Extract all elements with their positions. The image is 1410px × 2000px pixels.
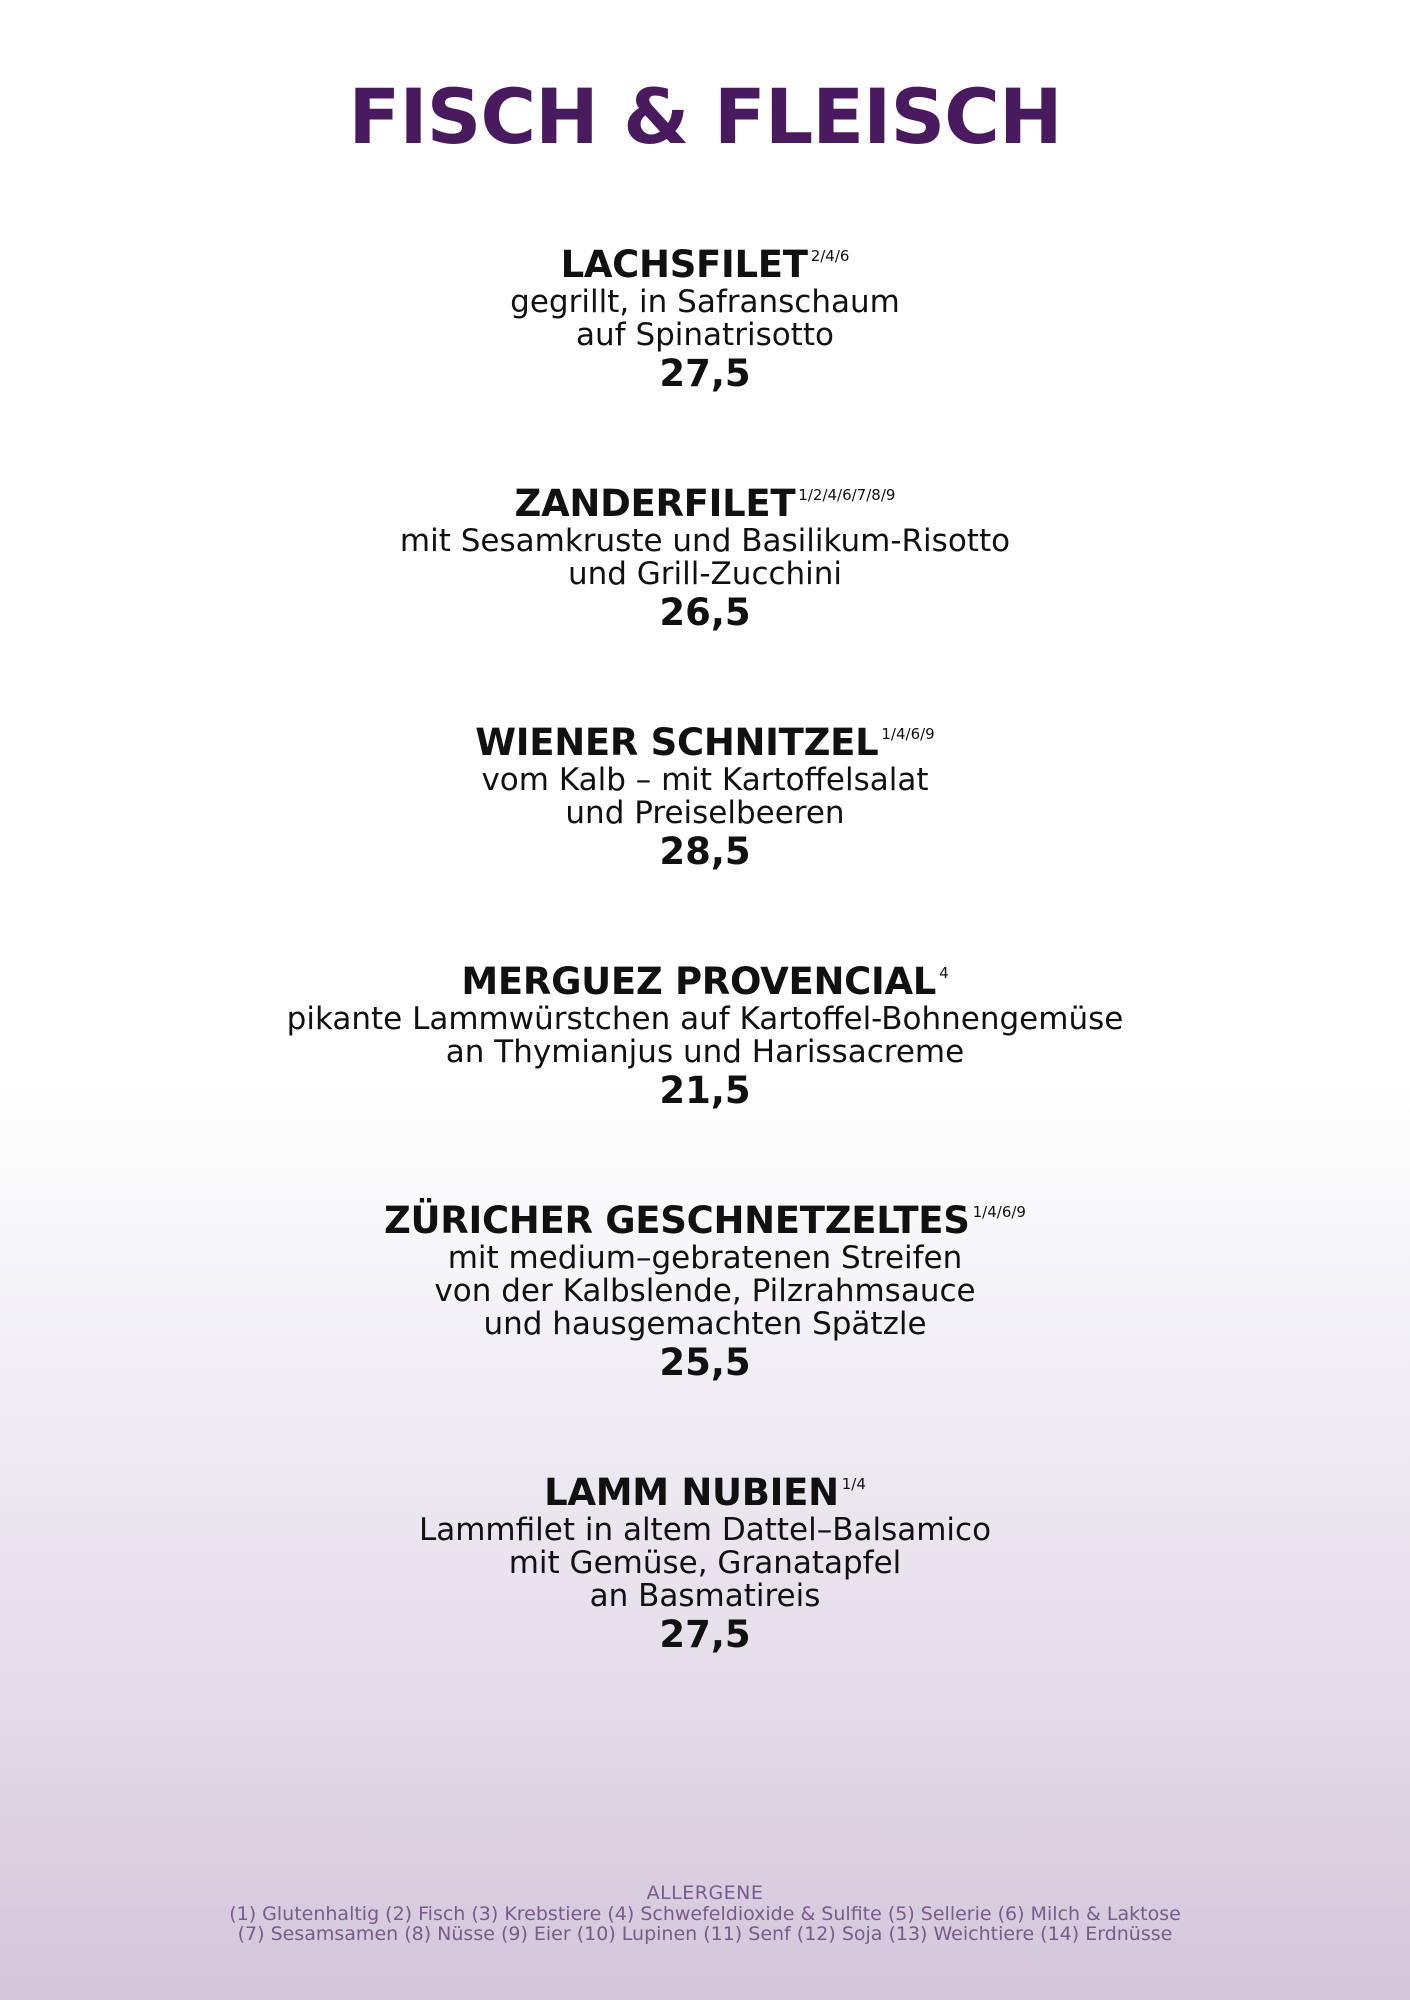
dish-description: gegrillt, in Safranschaum auf Spinatrisotto [510,284,900,353]
allergen-legend-line: (7) Sesamsamen (8) Nüsse (9) Eier (10) Lupinen (11) Senf (12) Soja (13) Weichtiere (14) Erdnüsse [237,1923,1173,1945]
menu-item-lachsfilet [0,235,1410,396]
dish-price: 28,5 [659,830,751,873]
allergen-codes: 1/4/6/9 [881,725,935,743]
dish-name: LAMM NUBIEN $^{1/4}$ [544,1471,866,1514]
allergen-legend [0,1882,1410,1944]
allergen-codes: 1/4/6/9 [972,1203,1026,1221]
allergen-codes: 1/4 [841,1475,866,1493]
dish-name: ZANDERFILET $^{1/2/4/6/7/8/9}$ [514,482,896,525]
dish-price: 21,5 [659,1069,751,1112]
dish-name: WIENER SCHNITZEL $^{1/4/6/9}$ [475,721,935,764]
dish-description: mit medium–gebratenen Streifen von der Kalbslende, Pilzrahmsauce und hausgemachten Spätzle [434,1240,976,1342]
menu-item-zanderfilet [0,474,1410,635]
allergen-codes: 1/2/4/6/7/8/9 [798,486,896,504]
dish-name: MERGUEZ PROVENCIAL $^4$ [461,960,949,1003]
allergen-legend-line: (1) Glutenhaltig (2) Fisch (3) Krebstiere (4) Schwefeldioxide & Sulfite (5) Sellerie (6) Milch & Laktose [229,1903,1181,1925]
page-title: FISCH & FLEISCH [348,72,1062,161]
dish-price: 27,5 [659,1613,751,1656]
dish-name: LACHSFILET $^{2/4/6}$ [560,243,850,286]
dish-description: Lammfilet in altem Dattel–Balsamico mit Gemüse, Granatapfel an Basmatireis [418,1512,992,1614]
dish-price: 25,5 [659,1341,751,1384]
dish-name: ZÜRICHER GESCHNETZELTES $^{1/4/6/9}$ [384,1199,1026,1242]
dish-description: pikante Lammwürstchen auf Kartoffel-Bohnengemüse an Thymianjus und Harissacreme [286,1001,1124,1070]
allergen-legend-title: ALLERGENE [646,1882,764,1904]
dish-description: vom Kalb – mit Kartoffelsalat und Preiselbeeren [481,762,929,831]
dish-price: 27,5 [659,352,751,395]
allergen-codes: 2/4/6 [810,247,850,265]
menu-item-merguez-provencial [0,952,1410,1113]
allergen-codes: 4 [939,964,949,982]
dish-description: mit Sesamkruste und Basilikum-Risotto und Grill-Zucchini [399,523,1011,592]
menu-item-lamm-nubien [0,1463,1410,1657]
menu-item-wiener-schnitzel [0,713,1410,874]
dish-price: 26,5 [659,591,751,634]
menu-item-zuericher-geschnetzeltes [0,1191,1410,1385]
